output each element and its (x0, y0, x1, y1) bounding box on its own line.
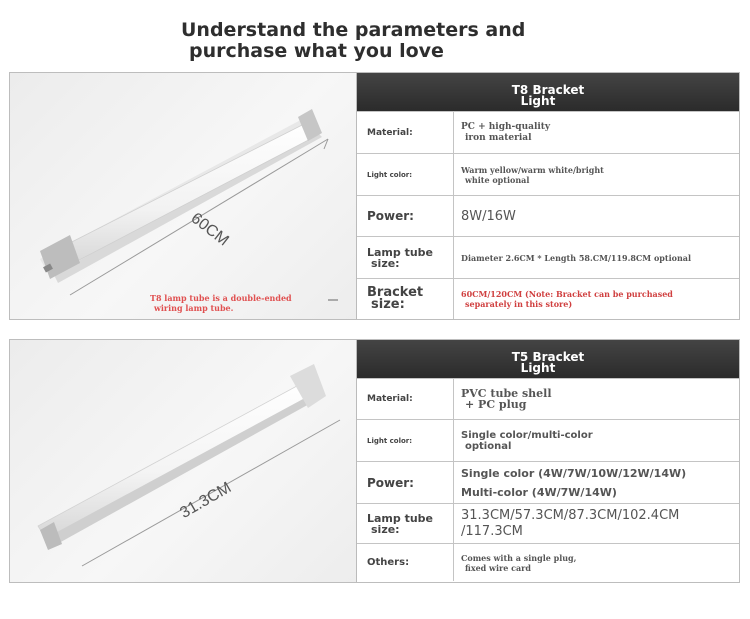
t5-row-lamp-tube (357, 503, 739, 543)
t8-product-photo (10, 73, 356, 319)
value-line-2: optional (465, 440, 512, 452)
row-label: Material: (367, 394, 413, 404)
value-line-1: 31.3CM/57.3CM/87.3CM/102.4CM (461, 507, 680, 523)
t8-lamp-illustration (10, 73, 356, 319)
t8-row-light-color (357, 153, 739, 195)
label-line-1: Bracket (367, 285, 424, 300)
t5-spec-table (356, 340, 739, 582)
row-value: Diameter 2.6CM * Length 58.CM/119.8CM optional (453, 237, 739, 278)
label-line-1: Lamp tube (367, 511, 434, 525)
row-value (453, 544, 739, 581)
value-line-2: iron material (465, 132, 532, 143)
t8-panel (9, 72, 740, 320)
t8-row-bracket (357, 278, 739, 319)
value-line-2: separately in this store) (465, 299, 573, 309)
decorative-dash (328, 299, 338, 301)
label-line-2: size: (371, 256, 400, 270)
label-line-2: size: (371, 297, 405, 312)
value-line-2: fixed wire card (465, 562, 531, 573)
value-line-1: 60CM/120CM (Note: Bracket can be purchased (461, 289, 673, 299)
value-line-1: Single color (4W/7W/10W/12W/14W) (461, 466, 687, 480)
value-line-1: PVC tube shell (461, 387, 552, 400)
row-value (453, 420, 739, 461)
label-line-1: Lamp tube (367, 245, 434, 259)
row-label: Power: (367, 209, 414, 223)
t5-dimension-label: 31.3CM (177, 479, 235, 522)
t5-table-title (357, 340, 739, 378)
t5-row-material (357, 378, 739, 419)
value-line-1: Comes with a single plug, (461, 552, 577, 563)
t5-row-others (357, 543, 739, 581)
heading-line-1: Understand the parameters and (181, 19, 526, 41)
row-label (357, 247, 453, 269)
t5-title-line-1: T5 Bracket (511, 350, 585, 364)
row-label (357, 513, 453, 535)
row-value (453, 504, 739, 543)
t8-spec-table (356, 73, 739, 319)
t8-title-line-1: T8 Bracket (511, 83, 585, 97)
value-line-2: /117.3CM (461, 523, 523, 539)
value-line-2: Multi-color (4W/7W/14W) (461, 485, 617, 499)
row-value (453, 462, 739, 503)
page-heading (181, 20, 601, 62)
row-value (453, 154, 739, 195)
t8-dimension-label: 60CM (187, 209, 232, 250)
t8-note-line-1: T8 lamp tube is a double-ended (150, 293, 292, 303)
row-label: Light color: (367, 170, 413, 179)
t8-note-line-2: wiring lamp tube. (154, 303, 234, 313)
row-label: Power: (367, 475, 414, 490)
value-line-1: Single color/multi-color (461, 429, 593, 441)
value-line-2: white optional (465, 174, 530, 185)
t8-row-lamp-tube (357, 236, 739, 278)
row-label: Others: (367, 557, 410, 568)
t8-title-line-2: Light (520, 94, 556, 108)
t8-row-power (357, 195, 739, 236)
t5-row-power (357, 461, 739, 503)
row-value (453, 379, 739, 419)
t5-product-photo (10, 340, 356, 582)
t8-table-title (357, 73, 739, 111)
row-value: 8W/16W (453, 196, 739, 236)
t5-title-line-2: Light (520, 361, 556, 375)
t5-lamp-illustration (10, 340, 356, 582)
t8-row-material (357, 111, 739, 153)
heading-line-2: purchase what you love (189, 40, 444, 62)
row-label: Material: (367, 127, 413, 138)
value-line-2: + PC plug (465, 398, 527, 411)
row-label: Light color: (367, 436, 413, 445)
value-line-1: Warm yellow/warm white/bright (461, 164, 604, 175)
t5-panel (9, 339, 740, 583)
row-value (453, 112, 739, 153)
value-line-1: PC + high-quality (461, 121, 551, 132)
t8-wiring-note (150, 293, 292, 313)
label-line-2: size: (371, 522, 400, 536)
t5-row-light-color (357, 419, 739, 461)
row-label (357, 287, 453, 311)
row-value (453, 279, 739, 319)
